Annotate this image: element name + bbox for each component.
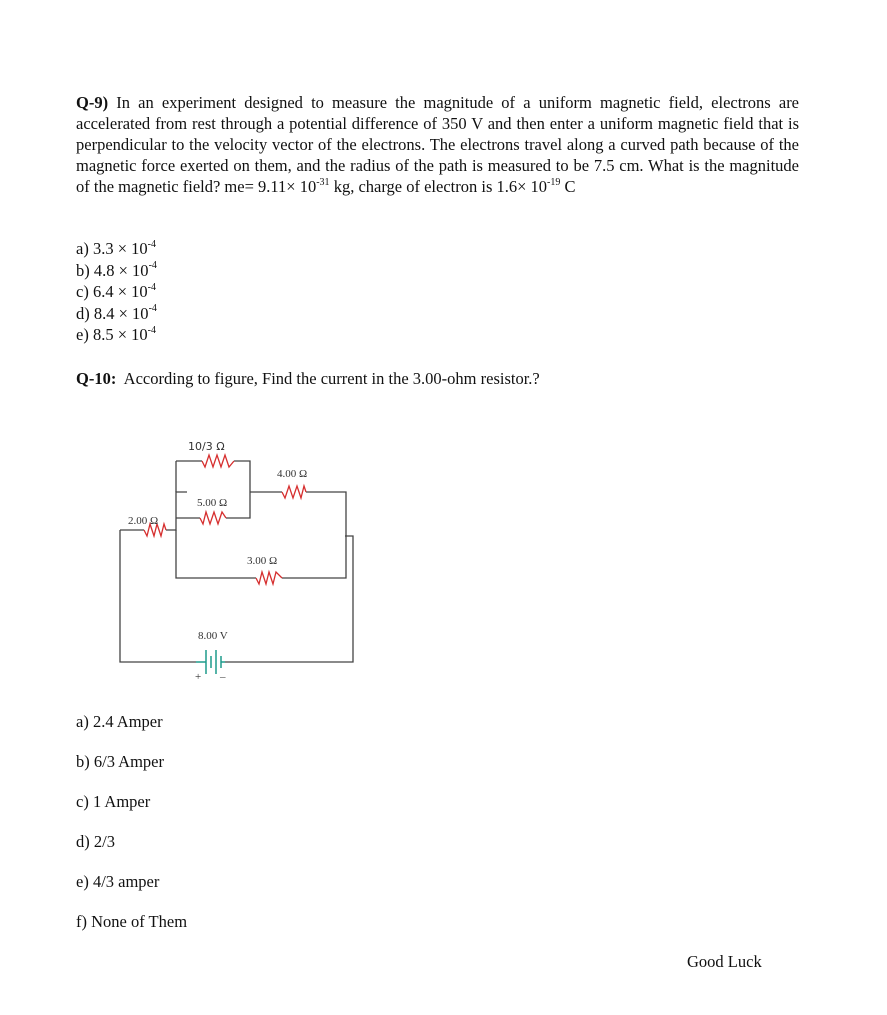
battery-plus-sign: + xyxy=(195,671,202,683)
footer-good-luck: Good Luck xyxy=(687,952,762,971)
question-9-number: Q-9) xyxy=(76,93,109,112)
question-9-text: In an experiment designed to measure the magnitude of a uniform magnetic field, electrons are accelerated from rest through a potential difference of 350 V and then enter a uniform magnetic field that is perpendicular to the velocity vector of the electrons. The electrons travel along a curved path because of the magnetic force exerted on them, and the radius of the path is measured to be 7.5 cm. What is the magnitude of the magnetic field? me= 9.11× 10 xyxy=(76,93,800,196)
question-10-number: Q-10: xyxy=(76,369,117,388)
option-10a: a) 2.4 Amper xyxy=(76,712,163,731)
electron-charge-exponent: -19 xyxy=(547,176,561,188)
question-10-options xyxy=(76,711,187,951)
option-9a: a) $3.3 \times 10^{-4}$ xyxy=(76,238,156,258)
label-2-ohm: 2.00 Ω xyxy=(128,515,159,527)
option-10e: e) 4/3 amper xyxy=(76,872,160,891)
label-battery-voltage: 8.00 V xyxy=(198,630,228,642)
option-10b: b) 6/3 Amper xyxy=(76,752,164,771)
resistor-4-ohm xyxy=(282,486,306,498)
resistor-5-ohm xyxy=(200,512,226,524)
question-10 xyxy=(76,368,540,389)
label-5-ohm: 5.00 Ω xyxy=(197,497,228,509)
resistor-10-3-ohm xyxy=(202,455,234,467)
question-9-options xyxy=(76,238,157,346)
circuit-diagram xyxy=(110,432,370,692)
option-9b: b) $4.8 \times 10^{-4}$ xyxy=(76,260,157,280)
question-9-text-cont: kg, charge of electron is 1.6× 10 xyxy=(329,177,548,196)
label-3-ohm: 3.00 Ω xyxy=(247,555,278,567)
option-10c: c) 1 Amper xyxy=(76,792,151,811)
resistor-3-ohm xyxy=(256,572,282,584)
battery-minus-sign: – xyxy=(220,671,226,683)
question-9-text-end: C xyxy=(560,177,576,196)
label-4-ohm: 4.00 Ω xyxy=(277,468,308,480)
option-10d: d) 2/3 xyxy=(76,832,115,851)
question-9 xyxy=(76,92,799,197)
question-10-text: According to figure, Find the current in the 3.00-ohm resistor.? xyxy=(123,369,540,388)
electron-mass-exponent: -31 xyxy=(316,176,330,188)
option-9d: d) $8.4 \times 10^{-4}$ xyxy=(76,303,157,323)
option-9c: c) $6.4 \times 10^{-4}$ xyxy=(76,281,156,301)
option-9e: e) $8.5 \times 10^{-4}$ xyxy=(76,324,156,344)
circuit-wires xyxy=(120,461,353,662)
option-10f: f) None of Them xyxy=(76,912,188,931)
label-10-3-ohm: 10/3 Ω xyxy=(188,440,225,453)
